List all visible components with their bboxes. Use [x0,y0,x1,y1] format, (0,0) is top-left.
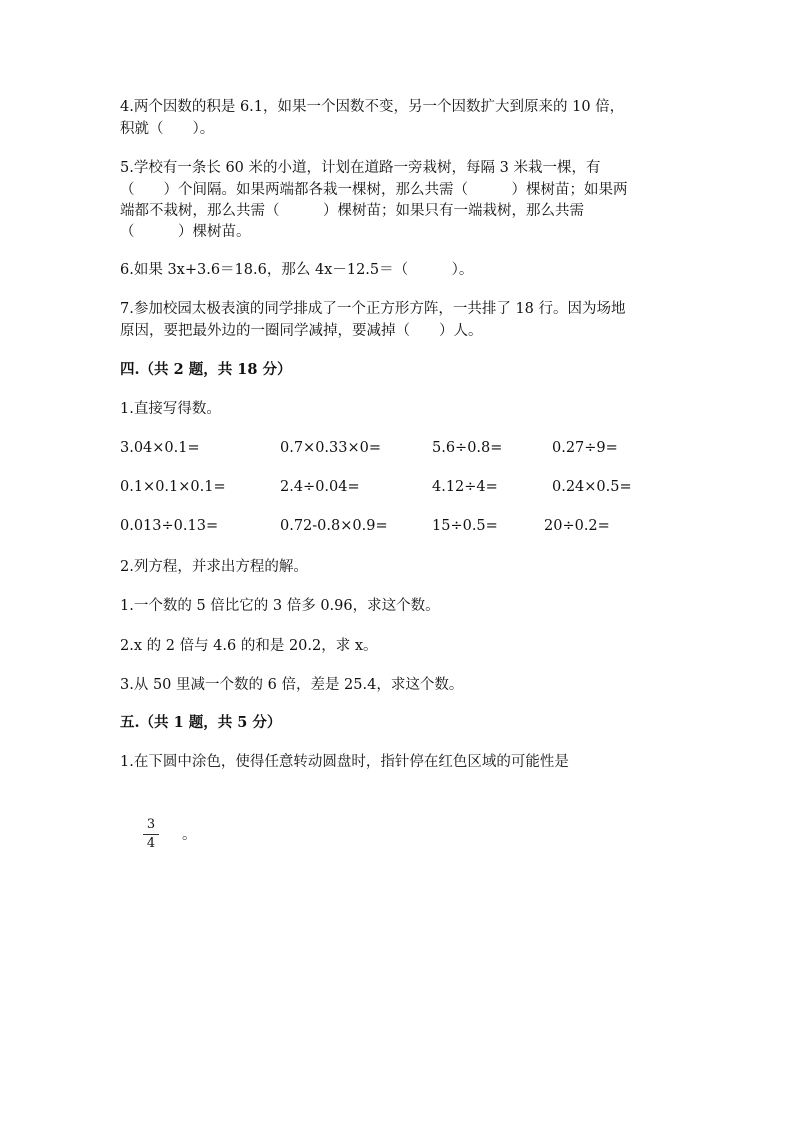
q5-line1: 5.学校有一条长 60 米的小道，计划在道路一旁栽树，每隔 3 米栽一棵，有 [120,160,601,176]
calc-item: 0.1×0.1×0.1= [120,479,226,495]
q4-line2: 积就（ ）。 [120,121,215,137]
calc-item: 0.7×0.33×0= [280,440,382,456]
calc-item: 20÷0.2= [544,518,610,534]
calc-item: 4.12÷4= [432,479,498,495]
section5-title: 五.（共 1 题，共 5 分） [120,714,282,731]
sentence-end: 。 [182,827,197,843]
calc-item: 0.72-0.8×0.9= [280,518,388,534]
s4q1-title: 1.直接写得数。 [120,401,221,417]
calc-item: 0.27÷9= [552,440,618,456]
calc-item: 0.24×0.5= [552,479,632,495]
s5q1-title: 1.在下圆中涂色，使得任意转动圆盘时，指针停在红色区域的可能性是 [120,754,569,770]
fraction-numerator: 3 [146,817,156,832]
calc-item: 5.6÷0.8= [432,440,503,456]
s4q2-item1: 1.一个数的 5 倍比它的 3 倍多 0.96，求这个数。 [120,598,440,614]
q4-line1: 4.两个因数的积是 6.1，如果一个因数不变，另一个因数扩大到原来的 10 倍， [120,99,625,115]
section4-title: 四.（共 2 题，共 18 分） [120,361,292,378]
q5-line4: （ ）棵树苗。 [120,224,251,240]
fraction [143,818,159,851]
calc-item: 15÷0.5= [432,518,498,534]
calc-item: 2.4÷0.04= [280,479,360,495]
s4q2-item2: 2.x 的 2 倍与 4.6 的和是 20.2，求 x。 [120,638,378,654]
fraction-bar [143,834,159,835]
calc-item: 0.013÷0.13= [120,518,219,534]
q7-line2: 原因，要把最外边的一圈同学减掉，要减掉（ ）人。 [120,323,483,339]
s4q2-item3: 3.从 50 里减一个数的 6 倍，差是 25.4，求这个数。 [120,677,464,693]
q7-line1: 7.参加校园太极表演的同学排成了一个正方形方阵，一共排了 18 行。因为场地 [120,301,626,317]
q5-line3: 端都不栽树，那么共需（ ）棵树苗；如果只有一端栽树，那么共需 [120,203,584,219]
calc-item: 3.04×0.1= [120,440,200,456]
q6-line1: 6.如果 3x+3.6＝18.6，那么 4x－12.5＝（ ）。 [120,262,474,278]
q5-line2: （ ）个间隔。如果两端都各栽一棵树，那么共需（ ）棵树苗；如果两 [120,182,628,198]
s4q2-title: 2.列方程，并求出方程的解。 [120,559,308,575]
fraction-denominator: 4 [146,836,156,851]
